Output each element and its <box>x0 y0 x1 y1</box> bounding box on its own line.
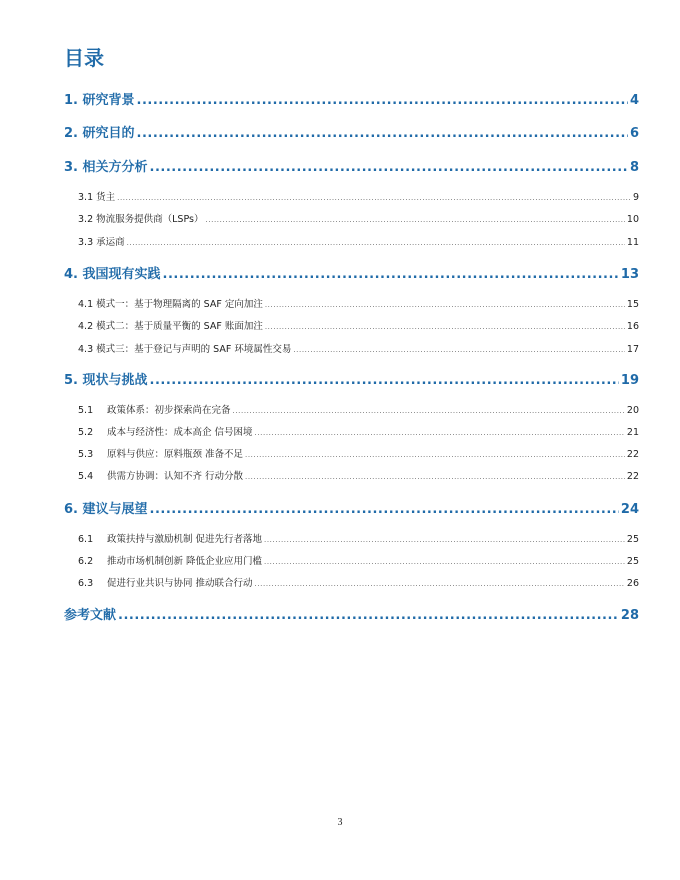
toc-entry-page: 10 <box>626 214 639 225</box>
dot-leader <box>245 451 625 459</box>
toc-entry-number: 5.3 <box>78 449 94 460</box>
toc-entry-label: 3.3 承运商 <box>78 237 125 248</box>
toc-entry-3-3[interactable] <box>78 234 639 248</box>
toc-entry-3-1[interactable] <box>78 189 639 203</box>
toc-entry-page: 21 <box>626 427 639 438</box>
toc-entry-page: 15 <box>626 299 639 310</box>
toc-entry-label: 3. 相关方分析 <box>64 160 148 175</box>
toc-entry-number: 6.3 <box>78 578 94 589</box>
toc-entry-page: 6 <box>629 126 639 141</box>
dot-leader <box>150 160 628 175</box>
toc-entry-page: 25 <box>626 534 639 545</box>
toc-entry-label: 1. 研究背景 <box>64 93 135 108</box>
dot-leader <box>127 239 625 247</box>
toc-entry-label: 供需方协调：认知不齐 行动分散 <box>107 471 244 482</box>
toc-entry-label: 5. 现状与挑战 <box>64 373 148 388</box>
toc-entry-label: 参考文献 <box>64 608 117 623</box>
toc-entry-page: 24 <box>620 502 639 517</box>
toc-entry-3[interactable] <box>64 156 639 175</box>
page-number: 3 <box>337 817 343 828</box>
toc-entry-1[interactable] <box>64 89 639 108</box>
toc-entry-6-3[interactable] <box>78 575 639 589</box>
dot-leader <box>137 93 628 108</box>
toc-entry-page: 13 <box>620 267 639 282</box>
dot-leader <box>118 608 619 623</box>
toc-entry-6-1[interactable] <box>78 531 639 545</box>
toc-entry-label: 3.1 货主 <box>78 192 116 203</box>
dot-leader <box>150 373 619 388</box>
toc-entry-label: 推动市场机制创新 降低企业应用门槛 <box>107 556 263 567</box>
dot-leader <box>264 558 625 566</box>
toc-entry-5-3[interactable] <box>78 446 639 460</box>
toc-entry-page: 22 <box>626 449 639 460</box>
toc-entry-3-2[interactable] <box>78 211 639 225</box>
toc-entry-label: 3.2 物流服务提供商（LSPs） <box>78 214 204 225</box>
toc-entry-label: 4.3 模式三：基于登记与声明的 SAF 环境属性交易 <box>78 344 292 355</box>
toc-entry-5-4[interactable] <box>78 468 639 482</box>
toc-entry-page: 11 <box>626 237 639 248</box>
dot-leader <box>117 194 631 202</box>
toc-entry-number: 5.2 <box>78 427 94 438</box>
toc-entry-5[interactable] <box>64 369 639 388</box>
toc-entry-page: 28 <box>620 608 639 623</box>
toc-entry-page: 8 <box>629 160 639 175</box>
toc-entry-page: 16 <box>626 321 639 332</box>
dot-leader <box>233 407 625 415</box>
toc-entry-label: 4.2 模式二：基于质量平衡的 SAF 账面加注 <box>78 321 263 332</box>
toc-entry-label: 政策体系：初步探索尚在完备 <box>107 405 231 416</box>
toc-entry-5-2[interactable] <box>78 424 639 438</box>
toc-entry-label: 4. 我国现有实践 <box>64 267 161 282</box>
toc-entry-number: 6.1 <box>78 534 94 545</box>
toc-entry-6-2[interactable] <box>78 553 639 567</box>
dot-leader <box>293 346 625 354</box>
toc-entry-label: 4.1 模式一：基于物理隔离的 SAF 定向加注 <box>78 299 263 310</box>
toc-entry-label: 政策扶持与激励机制 促进先行者落地 <box>107 534 263 545</box>
toc-entry-label: 2. 研究目的 <box>64 126 135 141</box>
dot-leader <box>245 473 625 481</box>
toc-entry-references[interactable] <box>64 604 639 623</box>
toc-entry-number: 6.2 <box>78 556 94 567</box>
toc-entry-page: 19 <box>620 373 639 388</box>
toc-entry-2[interactable] <box>64 122 639 141</box>
toc-entry-page: 22 <box>626 471 639 482</box>
toc-entry-label: 成本与经济性：成本高企 信号困境 <box>107 427 253 438</box>
toc-entry-4-1[interactable] <box>78 296 639 310</box>
toc-entry-page: 26 <box>626 578 639 589</box>
toc-entry-label: 促进行业共识与协同 推动联合行动 <box>107 578 253 589</box>
toc-entry-number: 5.4 <box>78 471 94 482</box>
toc-entry-page: 25 <box>626 556 639 567</box>
toc-entry-4[interactable] <box>64 263 639 282</box>
toc-entry-page: 9 <box>632 192 639 203</box>
dot-leader <box>255 580 625 588</box>
toc-entry-number: 5.1 <box>78 405 94 416</box>
toc-entry-page: 4 <box>629 93 639 108</box>
toc-entry-label: 原料与供应：原料瓶颈 准备不足 <box>107 449 244 460</box>
toc-entry-label: 6. 建议与展望 <box>64 502 148 517</box>
dot-leader <box>137 126 628 141</box>
toc-entry-5-1[interactable] <box>78 402 639 416</box>
dot-leader <box>163 267 619 282</box>
dot-leader <box>265 301 625 309</box>
toc-entry-4-2[interactable] <box>78 318 639 332</box>
page-title: 目录 <box>64 46 104 70</box>
dot-leader <box>205 216 624 224</box>
dot-leader <box>255 429 625 437</box>
toc-entry-page: 17 <box>626 344 639 355</box>
dot-leader <box>265 323 625 331</box>
toc-entry-4-3[interactable] <box>78 341 639 355</box>
dot-leader <box>150 502 619 517</box>
toc-entry-page: 20 <box>626 405 639 416</box>
dot-leader <box>264 536 625 544</box>
toc-entry-6[interactable] <box>64 498 639 517</box>
